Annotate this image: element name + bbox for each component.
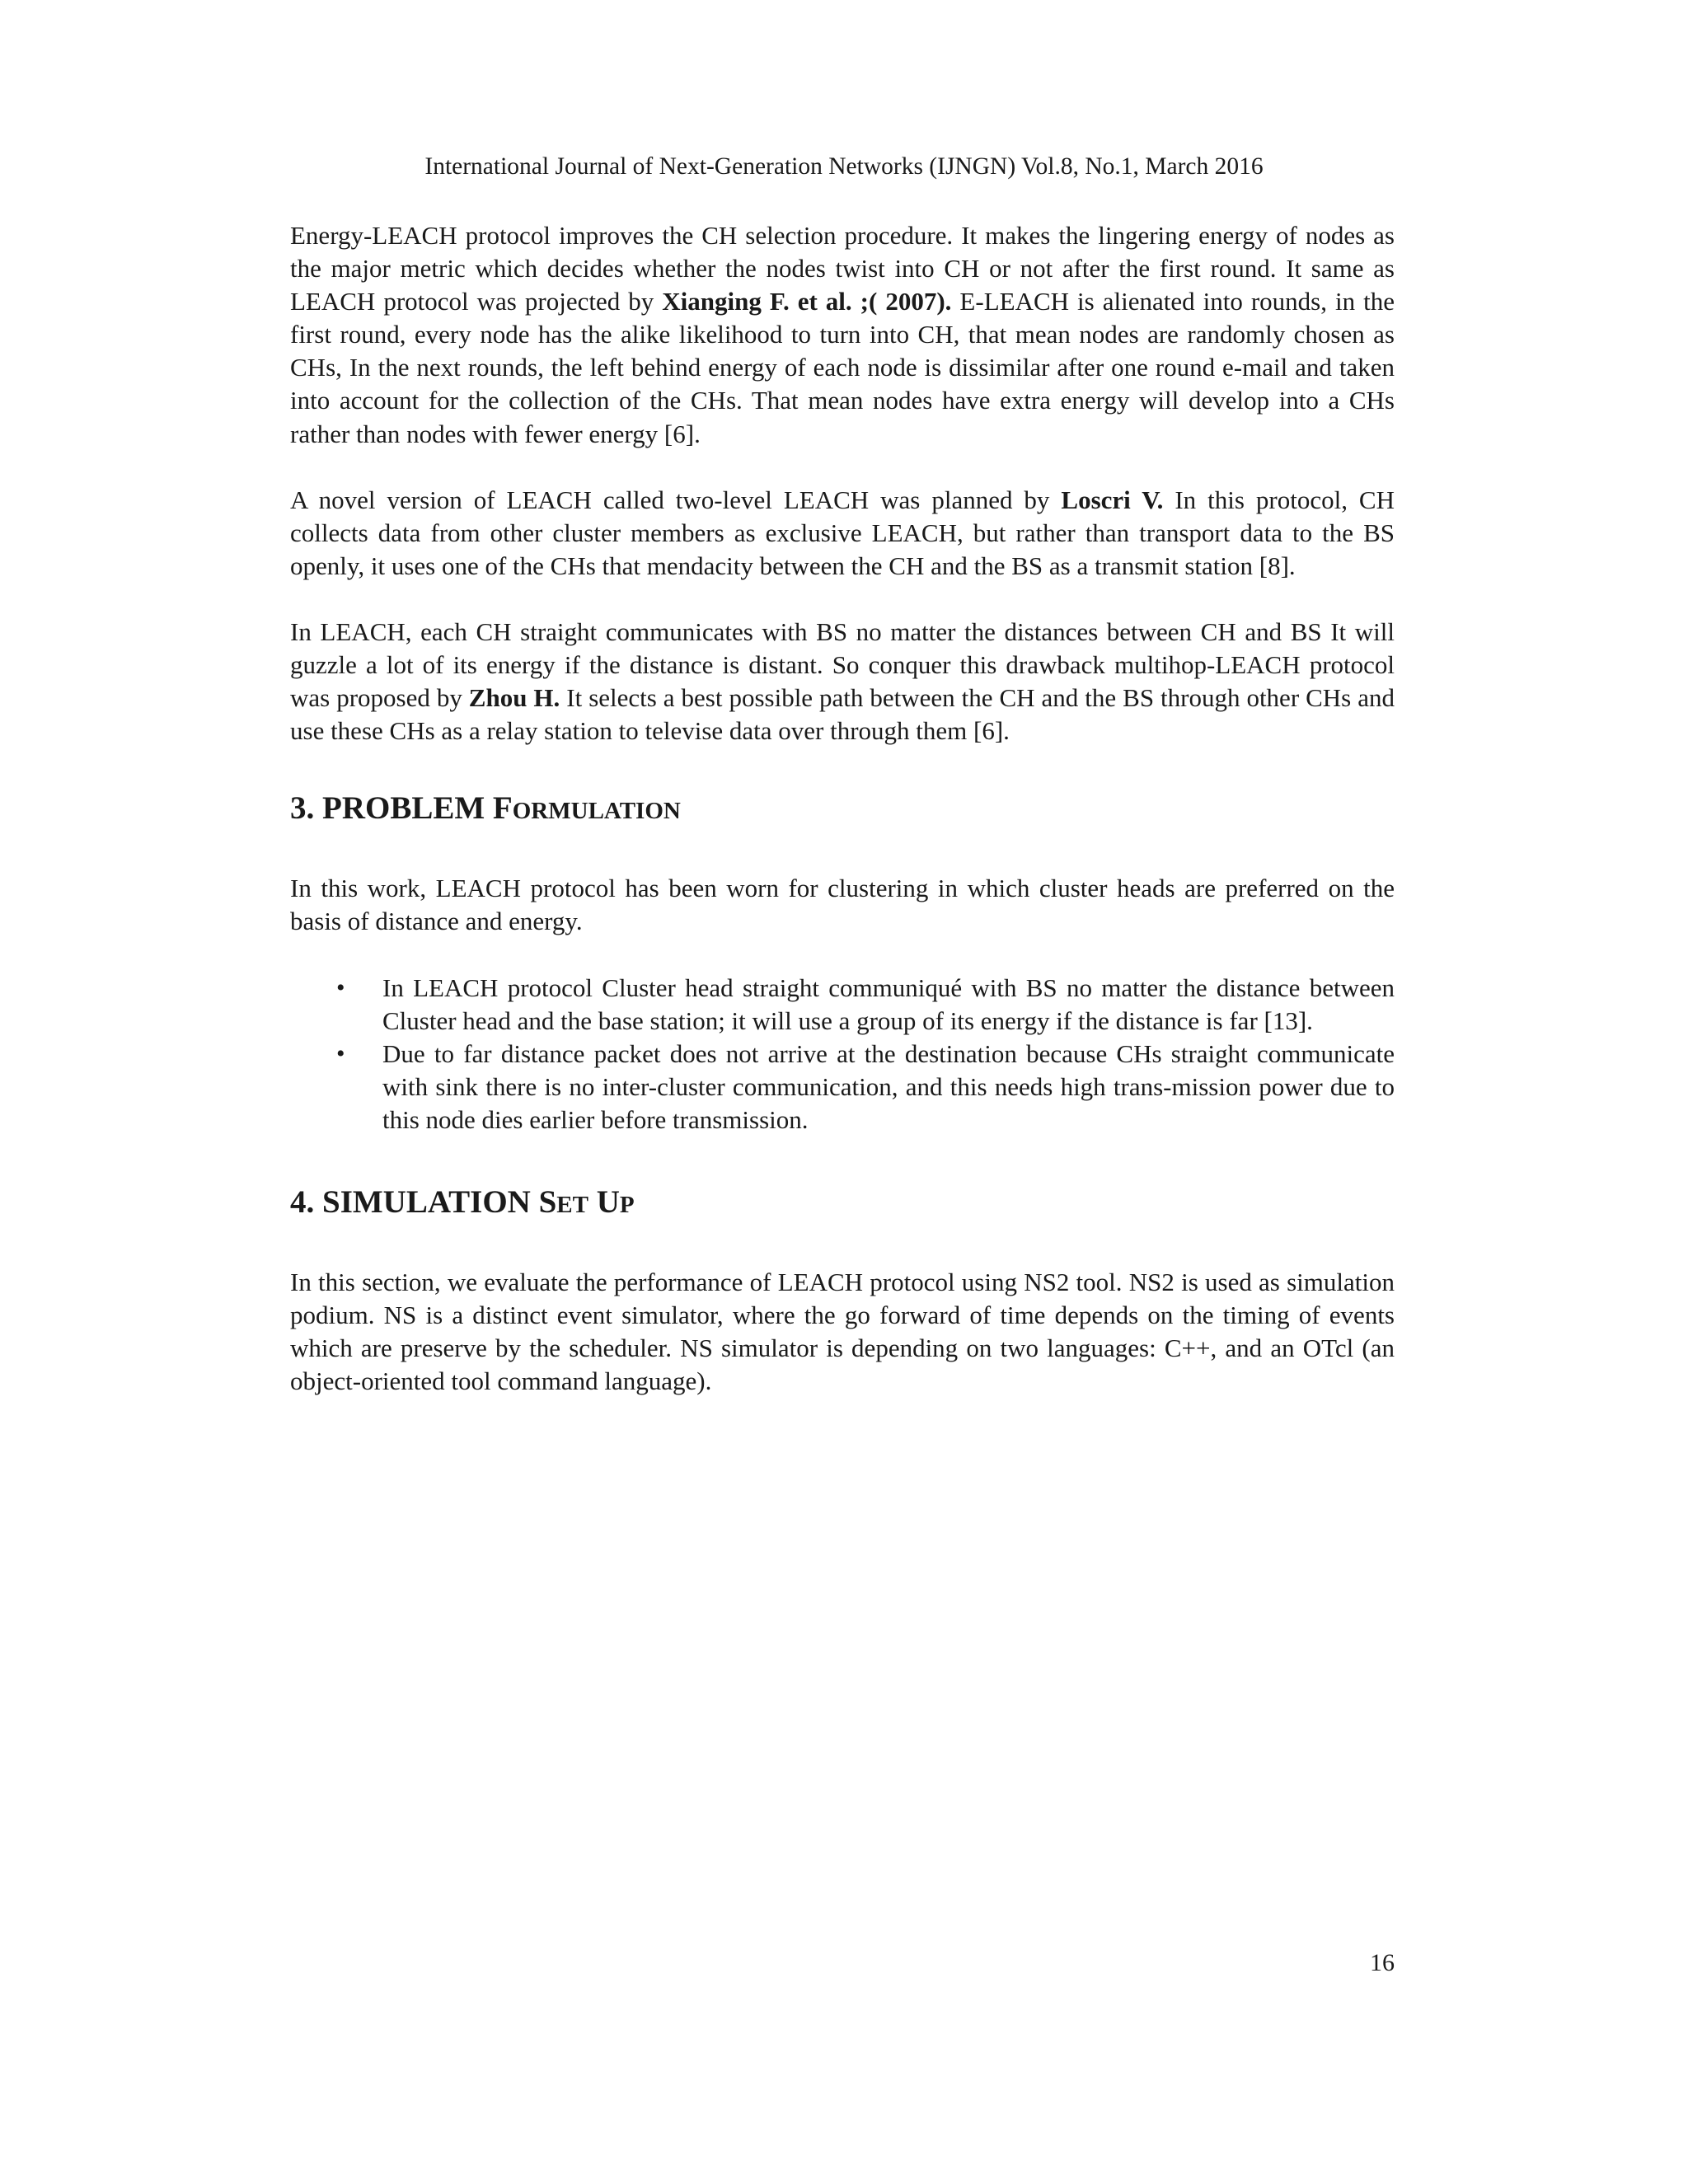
citation-author: Loscri V. (1061, 485, 1164, 514)
section-heading-problem-formulation (290, 790, 1395, 829)
text-run: A novel version of LEACH called two-level LEACH was planned by (290, 485, 1062, 514)
text-run: It selects a best possible path between the CH and the BS through other CHs and use these CHs as a relay station to televise data over through them [6]. (290, 683, 1395, 746)
heading-text: U (588, 1183, 620, 1220)
heading-smallcaps: ET (556, 1191, 588, 1218)
list-item-text: Due to far distance packet does not arrive at the destination because CHs straight communicate with sink there is no inter-cluster communication, and this needs high trans-mission power due to this node dies earlier before transmission. (382, 1038, 1395, 1134)
list-item-text: In LEACH protocol Cluster head straight communiqué with BS no matter the distance between Cluster head and the base station; it will use a group of its energy if the distance is far [13]. (382, 972, 1395, 1035)
paragraph-two-level-leach (290, 484, 1395, 583)
paragraph-multihop-leach (290, 616, 1395, 748)
text-run: Energy-LEACH protocol improves the CH selection procedure. It makes the lingering energy of nodes as the major metric which decides whether the nodes twist into CH or not after the first round. It same as LEACH protocol was projected by (290, 221, 1395, 316)
paragraph-eleach (290, 219, 1395, 451)
text-run: In LEACH, each CH straight communicates with BS no matter the distances between CH and BS It will guzzle a lot of its energy if the distance is distant. So conquer this drawback multihop-LEACH protocol was proposed by (290, 616, 1395, 713)
section-heading-simulation-setup (290, 1184, 1395, 1223)
page-number: 16 (1370, 1949, 1395, 1976)
bullet-icon: • (336, 973, 345, 1001)
citation-author: Xianging F. et al. ;( 2007). (662, 287, 952, 316)
heading-smallcaps: P (619, 1191, 635, 1218)
citation-author: Zhou H. (468, 683, 560, 713)
list-item (290, 1038, 1395, 1137)
text-run: E-LEACH is alienated into rounds, in the first round, every node has the alike likelihood to turn into CH, that mean nodes are randomly chosen as CHs, In the next rounds, the left behind energy of each node is dissimilar after one round e-mail and taken into account for the collection of the CHs. That mean nodes have extra energy will develop into a CHs rather than nodes with fewer energy [6]. (290, 287, 1395, 448)
list-item (290, 972, 1395, 1038)
paragraph-simulation-setup: In this section, we evaluate the performance of LEACH protocol using NS2 tool. NS2 is used as simulation podium. NS is a distinct event simulator, where the go forward of time depends on the timing of events which are preserve by the scheduler. NS simulator is depending on two languages: C++, and an OTcl (an object-oriented tool command language). (290, 1267, 1395, 1396)
paragraph-problem-intro: In this work, LEACH protocol has been worn for clustering in which cluster heads are preferred on the basis of distance and energy. (290, 874, 1395, 936)
heading-text: 3. PROBLEM F (290, 790, 513, 827)
heading-text: 4. SIMULATION S (290, 1183, 557, 1220)
problem-bullet-list (290, 972, 1395, 1137)
text-run: In this protocol, CH collects data from other cluster members as exclusive LEACH, but rather than transport data to the BS openly, it uses one of the CHs that mendacity between the CH and the BS as a transmit station [8]. (290, 485, 1395, 580)
heading-smallcaps: ORMULATION (512, 798, 681, 825)
page-body (290, 219, 1395, 1398)
running-header: International Journal of Next-Generation Networks (IJNGN) Vol.8, No.1, March 2016 (424, 153, 1264, 180)
bullet-icon: • (336, 1039, 345, 1067)
